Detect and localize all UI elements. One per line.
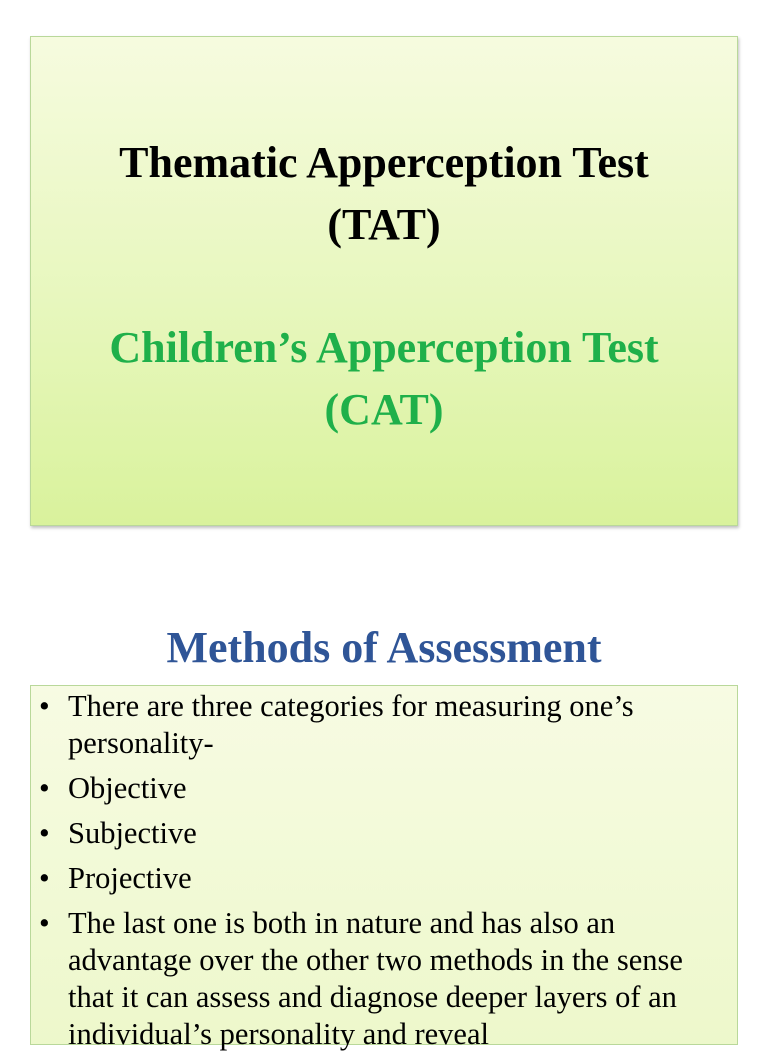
bullet-list (39, 688, 729, 1061)
bullet-item (39, 860, 729, 897)
bullet-text: The last one is both in nature and has also an advantage over the other two methods in the sense that it can assess and diagnose deeper layers of an individual’s personality and reveal (68, 906, 683, 1051)
subtitle-line-2: (CAT) (324, 385, 444, 434)
bullet-text: Objective (68, 771, 187, 805)
bullet-marker: • (39, 906, 50, 940)
bullet-item (39, 688, 729, 762)
bullet-text: Projective (68, 861, 192, 895)
slide-methods-content (30, 685, 738, 1051)
bullet-marker: • (39, 861, 50, 895)
bullet-item (39, 770, 729, 807)
slide-tat-cat (30, 36, 738, 526)
bullet-text: There are three categories for measuring one’s personality- (68, 689, 634, 760)
bullet-item (39, 905, 729, 1053)
bullet-item (39, 815, 729, 852)
title-line-1: Thematic Apperception Test (119, 138, 649, 187)
bullet-marker: • (39, 771, 50, 805)
bullet-marker: • (39, 816, 50, 850)
section-heading: Methods of Assessment (166, 623, 602, 672)
bullet-text: Subjective (68, 816, 197, 850)
title-line-2: (TAT) (327, 200, 441, 249)
subtitle-line-1: Children’s Apperception Test (109, 323, 659, 372)
bullet-marker: • (39, 689, 50, 723)
